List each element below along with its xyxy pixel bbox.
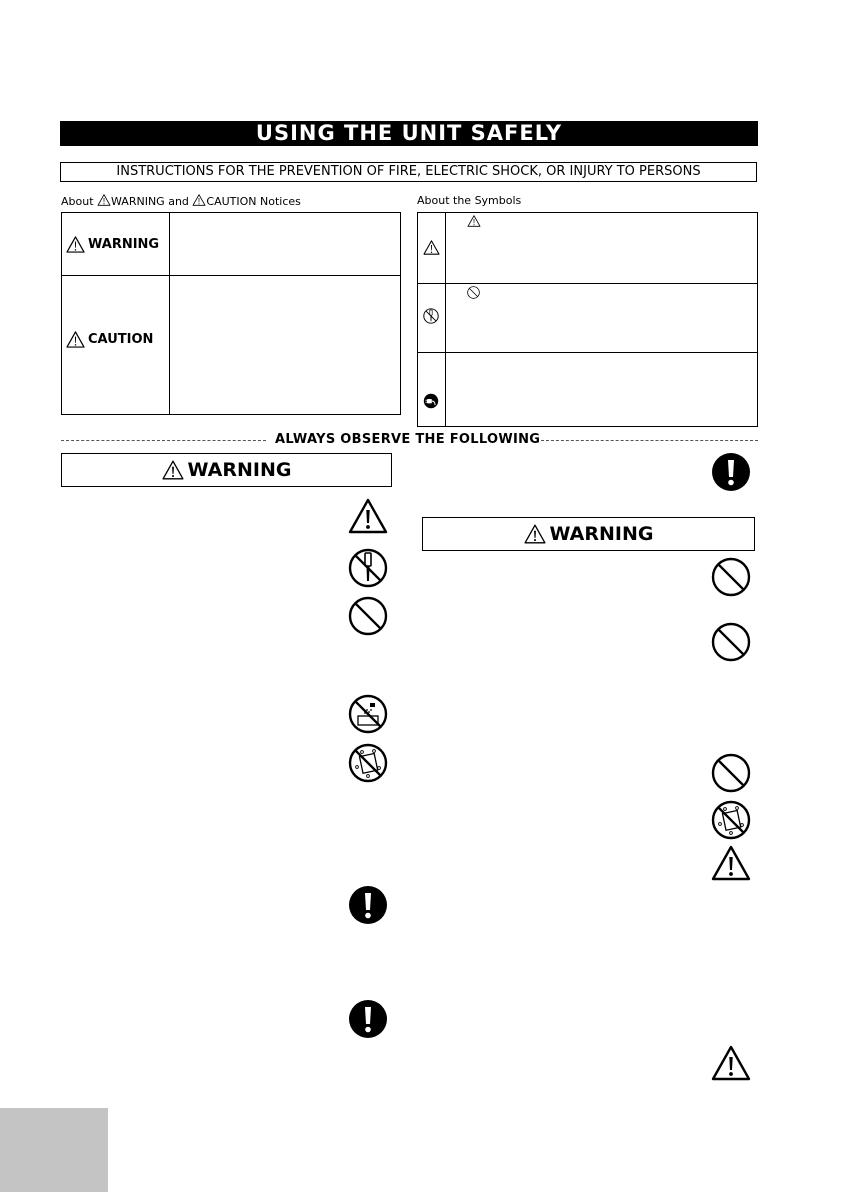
prohibited-icon	[711, 753, 751, 793]
no-water-icon	[348, 694, 388, 734]
no-disassemble-icon	[348, 548, 388, 588]
notice-caution-text: CAUTION	[88, 332, 154, 347]
caution-triangle-icon	[66, 331, 85, 348]
notices-heading	[61, 194, 301, 209]
notices-heading-warning: WARNING	[111, 195, 165, 208]
notice-caution-label	[66, 331, 153, 348]
warning-box-right	[422, 517, 755, 551]
prohibited-icon	[711, 622, 751, 662]
page-title: USING THE UNIT SAFELY	[60, 121, 758, 146]
notices-heading-caution: CAUTION Notices	[206, 195, 301, 208]
symbols-heading: About the Symbols	[417, 194, 522, 207]
dashed-divider-left	[61, 440, 266, 441]
dashed-divider-right	[541, 440, 758, 441]
caution-triangle-icon	[467, 215, 481, 227]
notices-heading-and: and	[168, 195, 189, 208]
caution-triangle-icon	[192, 194, 206, 206]
no-debris-icon	[348, 743, 388, 783]
prohibited-icon	[711, 557, 751, 597]
caution-triangle-icon	[524, 524, 546, 544]
no-disassemble-icon	[423, 308, 439, 324]
no-debris-icon	[711, 800, 751, 840]
page-tab	[0, 1108, 108, 1192]
caution-triangle-icon	[97, 194, 111, 206]
caution-triangle-icon	[348, 498, 388, 534]
notice-warning-label	[66, 236, 159, 253]
prohibited-icon	[348, 596, 388, 636]
symbols-table-divider	[445, 212, 446, 427]
caution-triangle-icon	[162, 460, 184, 480]
symbols-table	[417, 212, 758, 427]
page-subtitle: INSTRUCTIONS FOR THE PREVENTION OF FIRE, ELECTRIC SHOCK, OR INJURY TO PERSONS	[60, 162, 757, 182]
notices-table-row-divider	[61, 275, 401, 276]
notice-warning-text: WARNING	[88, 237, 160, 252]
mandatory-action-icon	[711, 452, 751, 492]
unplug-icon	[423, 393, 439, 409]
warning-box-right-label: WARNING	[549, 523, 654, 545]
notices-table-divider	[169, 212, 170, 415]
caution-triangle-icon	[711, 1045, 751, 1081]
caution-triangle-icon	[66, 236, 85, 253]
symbols-table-row-divider	[417, 352, 758, 353]
mandatory-action-icon	[348, 999, 388, 1039]
caution-triangle-icon	[423, 240, 440, 255]
warning-box-left-label: WARNING	[187, 459, 292, 481]
prohibited-icon	[467, 286, 480, 299]
caution-triangle-icon	[711, 845, 751, 881]
always-observe-heading: ALWAYS OBSERVE THE FOLLOWING	[275, 432, 541, 447]
warning-box-left	[61, 453, 392, 487]
symbols-table-row-divider	[417, 283, 758, 284]
mandatory-action-icon	[348, 885, 388, 925]
notices-heading-about: About	[61, 195, 94, 208]
